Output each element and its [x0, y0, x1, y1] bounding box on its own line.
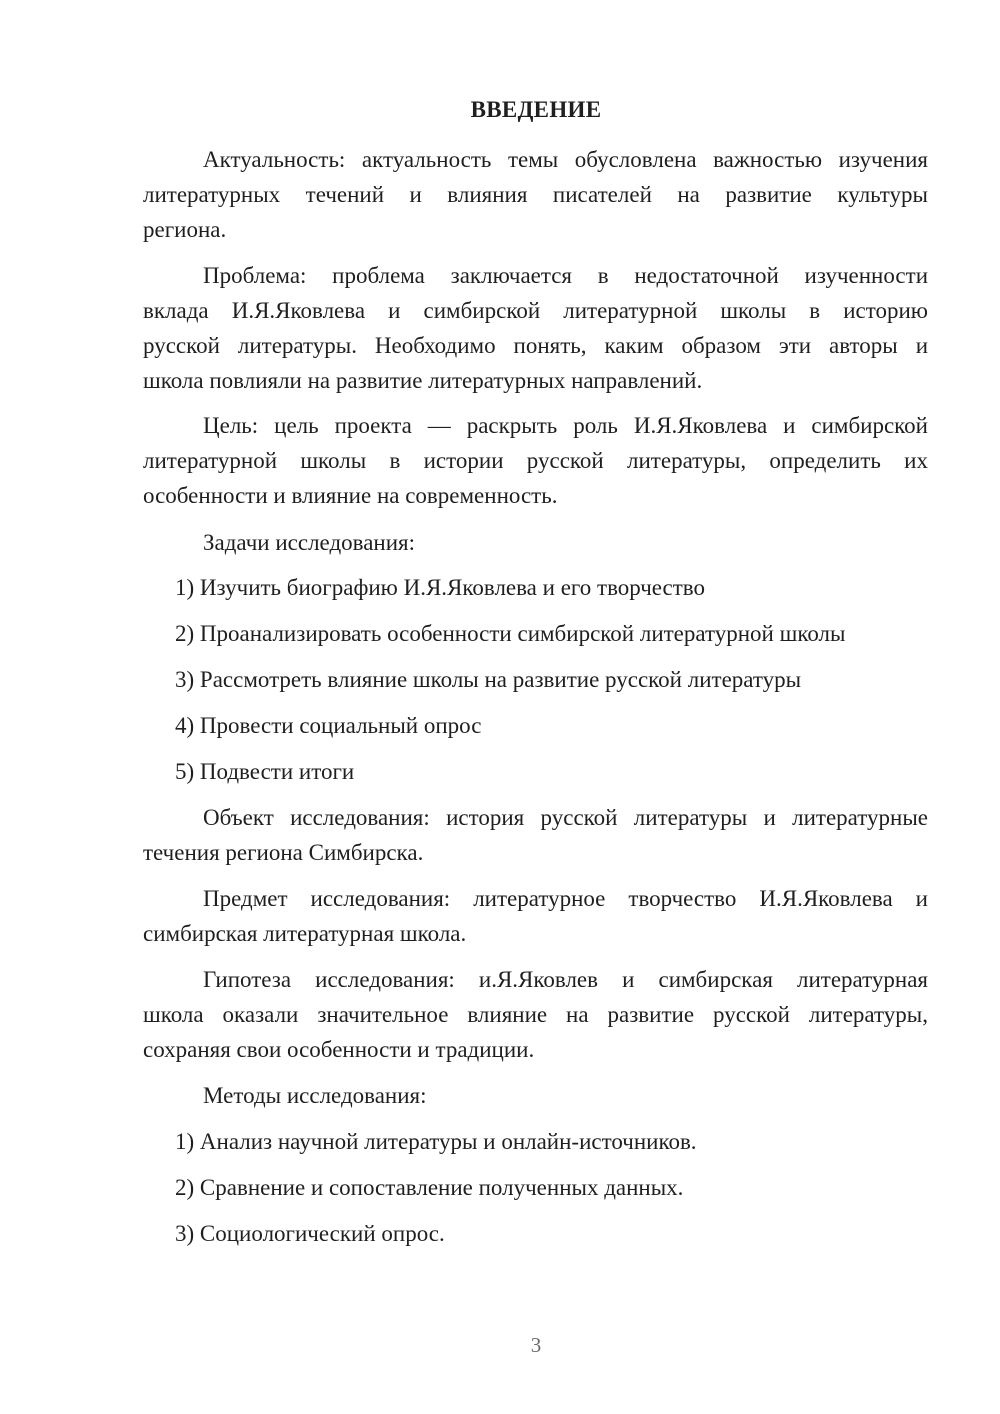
paragraph-line: сохраняя свои особенности и традиции.: [143, 1037, 535, 1062]
paragraph-line: литературной школы в истории русской литературы, определить их: [143, 448, 928, 473]
page-title: ВВЕДЕНИЕ: [470, 97, 602, 122]
list-item: 1) Изучить биографию И.Я.Яковлева и его творчество: [175, 575, 706, 600]
paragraph-line: Актуальность: актуальность темы обусловлена важностью изучения: [203, 147, 928, 172]
paragraph-line: региона.: [143, 217, 227, 242]
list-item: 3) Рассмотреть влияние школы на развитие русской литературы: [175, 667, 802, 692]
goal-paragraph: [143, 408, 928, 513]
subject-paragraph: [143, 881, 928, 951]
problem-paragraph: [143, 258, 928, 398]
paragraph-line: Цель: цель проекта — раскрыть роль И.Я.Яковлева и симбирской: [203, 413, 928, 438]
object-paragraph: [143, 800, 928, 870]
tasks-heading: Задачи исследования:: [203, 530, 416, 555]
paragraph-line: особенности и влияние на современность.: [143, 483, 558, 508]
actuality-paragraph: [143, 142, 928, 247]
paragraph-line: течения региона Симбирска.: [143, 840, 424, 865]
paragraph-line: школа повлияли на развитие литературных направлений.: [143, 368, 703, 393]
paragraph-line: симбирская литературная школа.: [143, 921, 467, 946]
paragraph-line: вклада И.Я.Яковлева и симбирской литературной школы в историю: [143, 298, 928, 323]
methods-heading: Методы исследования:: [203, 1083, 427, 1108]
list-item: 5) Подвести итоги: [175, 759, 355, 784]
list-item: 1) Анализ научной литературы и онлайн-источников.: [175, 1129, 697, 1154]
list-item: 3) Социологический опрос.: [175, 1221, 445, 1246]
methods-list: [143, 1124, 928, 1251]
list-item: 4) Провести социальный опрос: [175, 713, 482, 738]
paragraph-line: Объект исследования: история русской литературы и литературные: [203, 805, 928, 830]
hypothesis-paragraph: [143, 962, 928, 1067]
page-number: 3: [530, 1333, 542, 1357]
paragraph-line: русской литературы. Необходимо понять, каким образом эти авторы и: [143, 333, 928, 358]
paragraph-line: Предмет исследования: литературное творчество И.Я.Яковлева и: [203, 886, 928, 911]
paragraph-line: литературных течений и влияния писателей на развитие культуры: [143, 182, 928, 207]
paragraph-line: школа оказали значительное влияние на развитие русской литературы,: [143, 1002, 928, 1027]
tasks-list: [143, 570, 928, 789]
document-body: [143, 142, 928, 1251]
paragraph-line: Гипотеза исследования: и.Я.Яковлев и симбирская литературная: [203, 967, 928, 992]
paragraph-line: Проблема: проблема заключается в недостаточной изученности: [203, 263, 928, 288]
list-item: 2) Сравнение и сопоставление полученных данных.: [175, 1175, 684, 1200]
list-item: 2) Проанализировать особенности симбирской литературной школы: [175, 621, 846, 646]
